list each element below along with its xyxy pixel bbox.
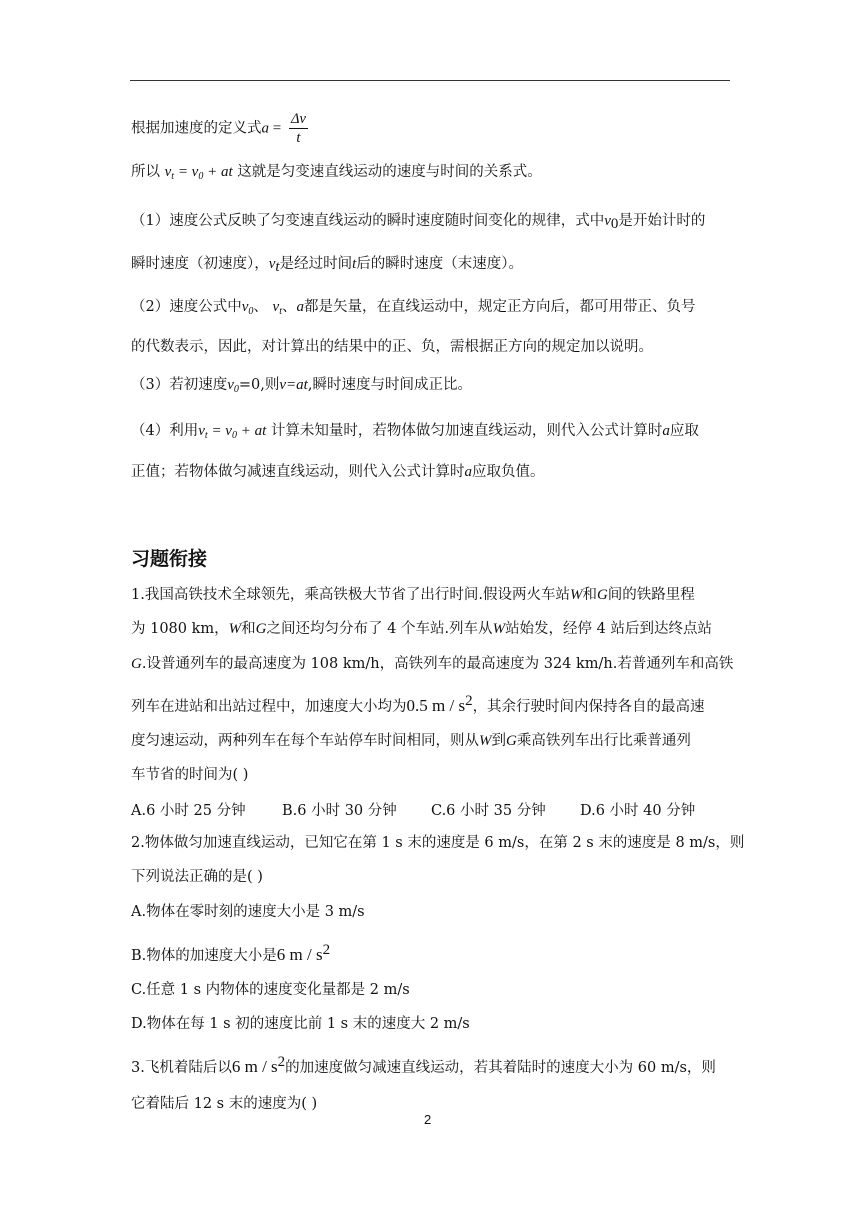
q3-line-1: 3.飞机着陆后以6 m / $s^2$的加速度做匀减速直线运动，若其着陆时的速度大小为 60 m/s，则 — [131, 1054, 716, 1076]
q1-option-c: C.6 小时 35 分钟 — [431, 803, 546, 819]
q2-line-2: 下列说法正确的是( ) — [131, 869, 263, 885]
page-number: 2 — [424, 1112, 432, 1127]
definition-line: 根据加速度的定义式a = $\frac{\Delta v}{t}$ — [131, 111, 306, 146]
note-2-line-1: （2）速度公式中$v_0$、 $v_t$、a都是矢量，在直线运动中，规定正方向后，都可用带正、负号 — [131, 299, 696, 317]
q3-line-2: 它着陆后 12 s 末的速度为( ) — [131, 1096, 318, 1112]
q1-option-a: A.6 小时 25 分钟 — [131, 803, 246, 819]
q1-option-d: D.6 小时 40 分钟 — [580, 803, 696, 819]
q1-line-3: G.设普通列车的最高速度为 108 km/h，高铁列车的最高速度为 324 km/h.若普通列车和高铁 — [131, 656, 734, 672]
delta-v-over-t-fraction: $\frac{\Delta v}{t}$ — [290, 111, 306, 146]
q1-line-1: 1.我国高铁技术全球领先，乘高铁极大节省了出行时间.假设两火车站W和G间的铁路里程 — [131, 587, 695, 603]
velocity-formula-line: 所以 $v_t = v_0$ + at 这就是匀变速直线运动的速度与时间的关系式。 — [131, 164, 542, 182]
note-1-line-1: （1）速度公式反映了匀变速直线运动的瞬时速度随时间变化的规律，式中$v_0$是开始计时的 — [131, 213, 706, 232]
q2-line-1: 2.物体做匀加速直线运动，已知它在第 1 s 末的速度是 6 m/s，在第 2 s 末的速度是 8 m/s，则 — [131, 835, 745, 851]
q2-option-b: B.物体的加速度大小是6 m / $s^2$ — [131, 942, 331, 964]
note-3-line: （3）若初速度$v_0=0$,则v=at,瞬时速度与时间成正比。 — [131, 377, 472, 395]
note-4-line-1: （4）利用$v_t = v_0$ + at 计算未知量时，若物体做匀加速直线运动，则代入公式计算时a应取 — [131, 423, 699, 441]
q1-option-b: B.6 小时 30 分钟 — [282, 803, 397, 819]
header-rule — [130, 80, 730, 81]
q2-option-a: A.物体在零时刻的速度大小是 3 m/s — [131, 904, 365, 920]
section-title: 习题衔接 — [131, 548, 208, 570]
q2-option-d: D.物体在每 1 s 初的速度比前 1 s 末的速度大 2 m/s — [131, 1016, 470, 1032]
q1-line-5: 度匀速运动，两种列车在每个车站停车时间相同，则从W到G乘高铁列车出行比乘普通列 — [131, 733, 691, 749]
q2-option-c: C.任意 1 s 内物体的速度变化量都是 2 m/s — [131, 982, 410, 998]
q1-line-4: 列车在进站和出站过程中，加速度大小均为0.5 m / $s^2$，其余行驶时间内保持各自的最高速 — [131, 693, 705, 715]
note-4-line-2: 正值；若物体做匀减速直线运动，则代入公式计算时a应取负值。 — [131, 464, 545, 480]
q1-line-6: 车节省的时间为( ) — [131, 767, 249, 783]
q1-line-2: 为 1080 km，W和G之间还均匀分布了 4 个车站.列车从W站始发，经停 4 站后到达终点站 — [131, 621, 713, 637]
note-1-line-2: 瞬时速度（初速度），$v_t$是经过时间t后的瞬时速度（末速度）。 — [131, 256, 524, 275]
note-2-line-2: 的代数表示，因此，对计算出的结果中的正、负，需根据正方向的规定加以说明。 — [131, 339, 653, 355]
